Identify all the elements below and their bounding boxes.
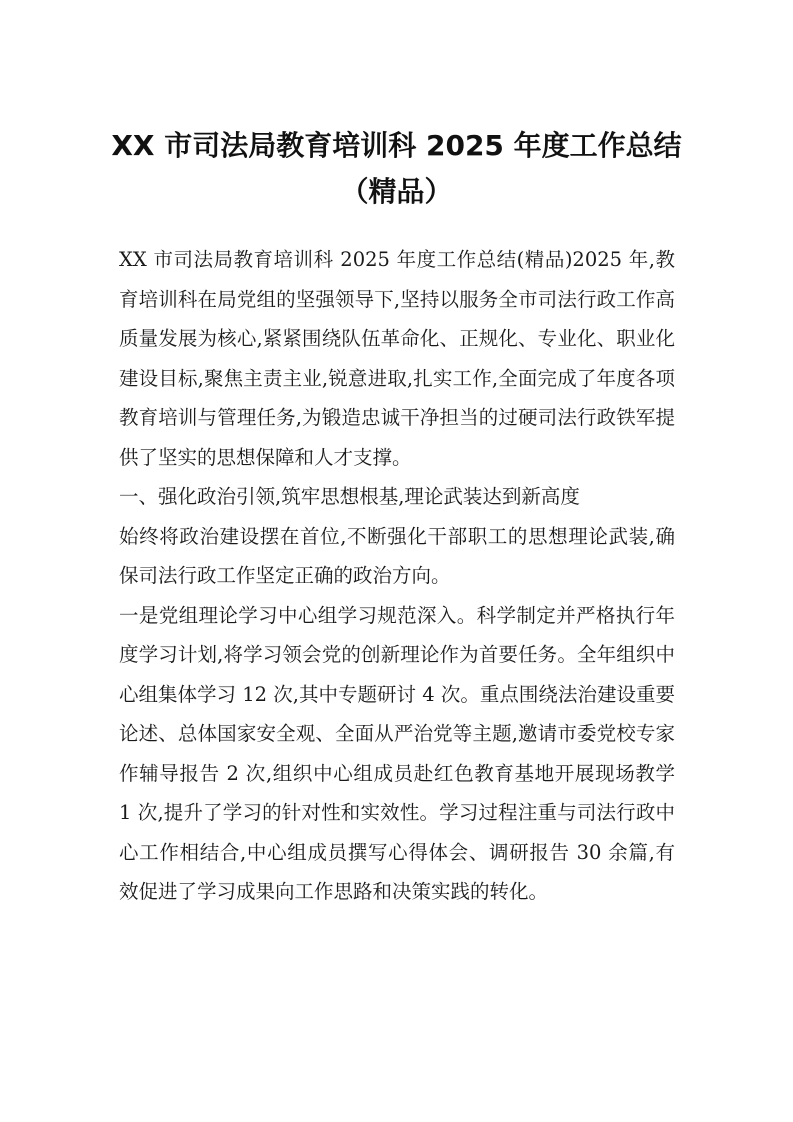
document-title: XX 市司法局教育培训科 2025 年度工作总结	[111, 129, 682, 162]
document-body	[119, 240, 675, 912]
document-title-suffix: （精品）	[340, 175, 453, 208]
section-1-item-1: 一是党组理论学习中心组学习规范深入。科学制定并严格执行年度学习计划,将学习领会党的创新理论作为首要任务。全年组织中心组集体学习 12 次,其中专题研讨 4 次。重点围绕法治建设重要论述、总体国家安全观、全面从严治党等主题,邀请市委党校专家作辅导报告 2 次,组织中心组成员赴红色教育基地开展现场教学 1 次,提升了学习的针对性和实效性。学习过程注重与司法行政中心工作相结合,中心组成员撰写心得体会、调研报告 30 余篇,有效促进了学习成果向工作思路和决策实践的转化。	[119, 603, 675, 903]
intro-paragraph: XX 市司法局教育培训科 2025 年度工作总结(精品)2025 年,教育培训科在局党组的坚强领导下,坚持以服务全市司法行政工作高质量发展为核心,紧紧围绕队伍革命化、正规化、专业化、职业化建设目标,聚焦主责主业,锐意进取,扎实工作,全面完成了年度各项教育培训与管理任务,为锻造忠诚干净担当的过硬司法行政铁军提供了坚实的思想保障和人才支撑。	[119, 248, 675, 469]
section-heading-1: 一、强化政治引领,筑牢思想根基,理论武装达到新高度	[119, 485, 580, 508]
section-1-paragraph: 始终将政治建设摆在首位,不断强化干部职工的思想理论武装,确保司法行政工作坚定正确的政治方向。	[119, 524, 675, 587]
